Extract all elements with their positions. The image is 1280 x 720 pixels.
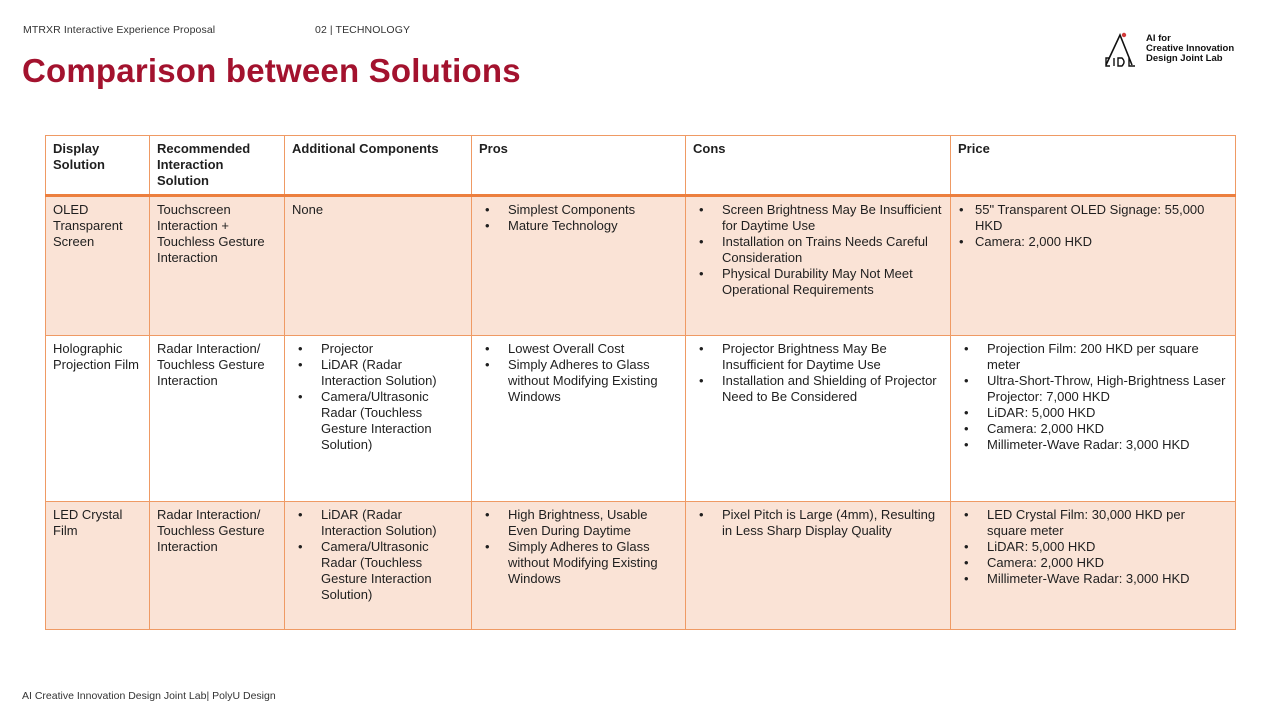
cell-price [951, 336, 1236, 502]
cidl-logo-icon [1102, 31, 1142, 71]
cell-components [285, 336, 472, 502]
cell-price [951, 196, 1236, 336]
cons-item: • Screen Brightness May Be Insufficient for Daytime Use [693, 202, 943, 234]
cell-display: LED Crystal Film [46, 502, 150, 630]
table-row [46, 502, 1236, 630]
section-label: 02 | TECHNOLOGY [315, 24, 411, 36]
pros-item: • Simply Adheres to Glass without Modifying Existing Windows [479, 539, 678, 587]
component-item: • Projector [292, 341, 464, 357]
pros-item: • Mature Technology [479, 218, 678, 234]
logo-line-1: AI for [1146, 33, 1171, 44]
cell-display: OLED Transparent Screen [46, 196, 150, 336]
header-display-solution: Display Solution [46, 136, 150, 196]
price-item: • Projection Film: 200 HKD per square meter [958, 341, 1228, 373]
cell-components [285, 502, 472, 630]
cons-item: • Installation and Shielding of Projector Need to Be Considered [693, 373, 943, 405]
pros-item: • Lowest Overall Cost [479, 341, 678, 357]
price-item: • Camera: 2,000 HKD [958, 421, 1228, 437]
pros-item: • Simply Adheres to Glass without Modifying Existing Windows [479, 357, 678, 405]
logo-line-2: Creative Innovation [1146, 43, 1235, 54]
logo-text [1146, 34, 1234, 64]
lab-logo [1102, 31, 1252, 71]
price-item: • Millimeter-Wave Radar: 3,000 HKD [958, 571, 1228, 587]
table-row [46, 336, 1236, 502]
cons-item: • Installation on Trains Needs Careful Consideration [693, 234, 943, 266]
cons-item: • Physical Durability May Not Meet Operational Requirements [693, 266, 943, 298]
cell-interaction: Radar Interaction/ Touchless Gesture Interaction [150, 502, 285, 630]
price-item: • Camera: 2,000 HKD [958, 234, 1228, 250]
price-item: • 55" Transparent OLED Signage: 55,000 HKD [958, 202, 1228, 234]
page-title: Comparison between Solutions [22, 52, 521, 89]
table-row [46, 196, 1236, 336]
cell-cons [686, 336, 951, 502]
cell-interaction: Radar Interaction/ Touchless Gesture Interaction [150, 336, 285, 502]
price-item: • LiDAR: 5,000 HKD [958, 539, 1228, 555]
pros-item: • High Brightness, Usable Even During Daytime [479, 507, 678, 539]
cell-price [951, 502, 1236, 630]
price-item: • Ultra-Short-Throw, High-Brightness Laser Projector: 7,000 HKD [958, 373, 1228, 405]
table-header-row [46, 136, 1236, 196]
proposal-name: MTRXR Interactive Experience Proposal [23, 24, 216, 36]
price-item: • Camera: 2,000 HKD [958, 555, 1228, 571]
cell-components: None [285, 196, 472, 336]
cell-display: Holographic Projection Film [46, 336, 150, 502]
cell-pros [472, 196, 686, 336]
header-interaction-solution: Recommended Interaction Solution [150, 136, 285, 196]
footer-credit: AI Creative Innovation Design Joint Lab| PolyU Design [22, 690, 276, 702]
price-item: • LiDAR: 5,000 HKD [958, 405, 1228, 421]
header-cons: Cons [686, 136, 951, 196]
price-item: • LED Crystal Film: 30,000 HKD per square meter [958, 507, 1228, 539]
cons-item: • Pixel Pitch is Large (4mm), Resulting in Less Sharp Display Quality [693, 507, 943, 539]
price-item: • Millimeter-Wave Radar: 3,000 HKD [958, 437, 1228, 453]
cell-pros [472, 336, 686, 502]
cons-item: • Projector Brightness May Be Insufficient for Daytime Use [693, 341, 943, 373]
component-item: • LiDAR (Radar Interaction Solution) [292, 357, 464, 389]
cell-cons [686, 502, 951, 630]
cell-pros [472, 502, 686, 630]
logo-line-3: Design Joint Lab [1146, 53, 1223, 64]
cell-cons [686, 196, 951, 336]
cell-interaction: Touchscreen Interaction + Touchless Gesture Interaction [150, 196, 285, 336]
component-item: • Camera/Ultrasonic Radar (Touchless Gesture Interaction Solution) [292, 539, 464, 603]
header-pros: Pros [472, 136, 686, 196]
header-additional-components: Additional Components [285, 136, 472, 196]
comparison-table [45, 135, 1236, 630]
component-item: • Camera/Ultrasonic Radar (Touchless Gesture Interaction Solution) [292, 389, 464, 453]
pros-item: • Simplest Components [479, 202, 678, 218]
header-price: Price [951, 136, 1236, 196]
component-item: • LiDAR (Radar Interaction Solution) [292, 507, 464, 539]
